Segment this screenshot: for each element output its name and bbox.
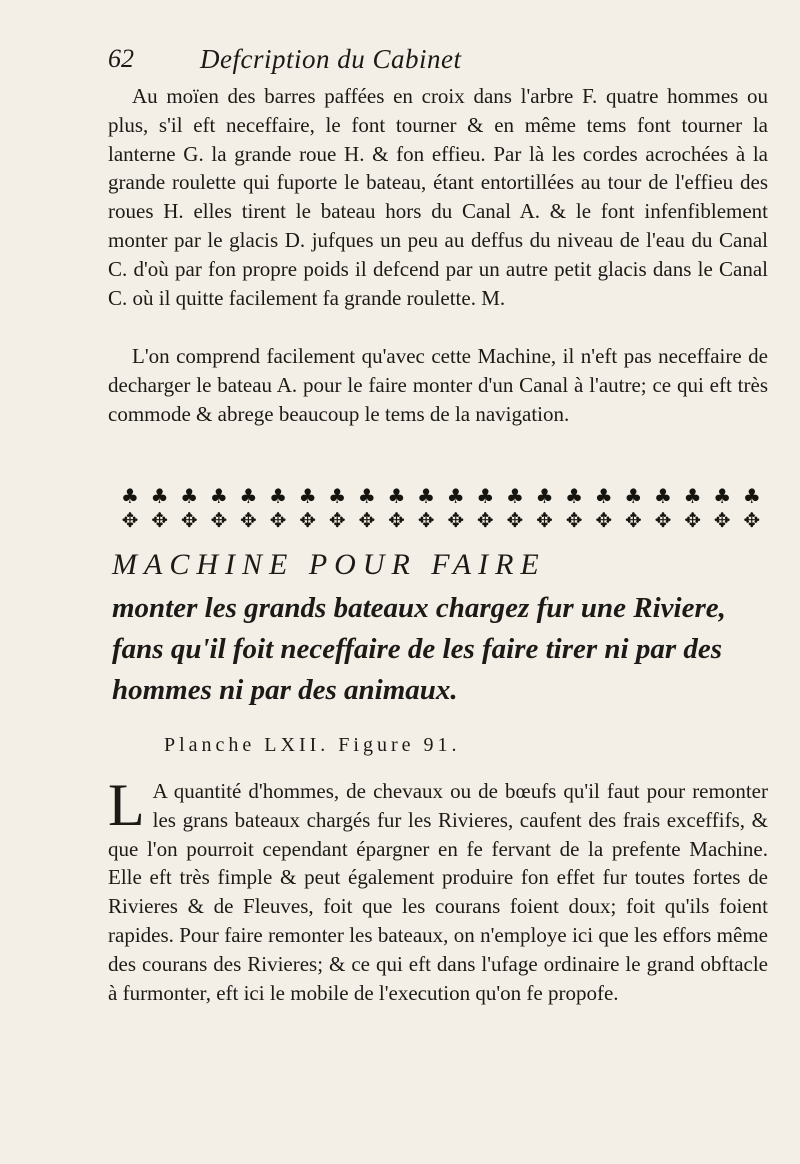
fleuron-row-bottom xyxy=(116,508,766,532)
fleuron-bottom-icon: ✥ xyxy=(417,508,435,532)
page-number: 62 xyxy=(108,44,134,73)
fleuron-top-icon: ♣ xyxy=(683,484,702,508)
running-head xyxy=(108,44,718,84)
fleuron-bottom-icon: ✥ xyxy=(269,508,287,532)
fleuron-bottom-icon: ✥ xyxy=(358,508,376,532)
fleuron-top-icon: ♣ xyxy=(476,484,495,508)
fleuron-bottom-icon: ✥ xyxy=(684,508,701,532)
fleuron-top-icon: ♣ xyxy=(565,484,584,508)
fleuron-top-icon: ♣ xyxy=(387,484,406,508)
fleuron-top-icon: ♣ xyxy=(328,484,347,508)
fleuron-top-icon: ♣ xyxy=(417,484,436,508)
fleuron-ornament-band xyxy=(116,484,766,536)
fleuron-bottom-icon: ✥ xyxy=(654,508,672,532)
fleuron-row-top xyxy=(116,484,766,508)
plate-figure-reference: Planche LXII. Figure 91. xyxy=(164,734,461,756)
fleuron-bottom-icon: ✥ xyxy=(447,508,465,532)
fleuron-top-icon: ♣ xyxy=(654,484,672,508)
section-subtitle: monter les grands bateaux chargez fur une Riviere, fans qu'il foit neceffaire de les faire tirer ni par des hommes ni par des animaux. xyxy=(112,592,726,706)
fleuron-bottom-icon: ✥ xyxy=(536,508,553,532)
fleuron-bottom-icon: ✥ xyxy=(299,508,317,532)
fleuron-bottom-icon: ✥ xyxy=(713,508,731,532)
fleuron-bottom-icon: ✥ xyxy=(240,508,257,532)
fleuron-top-icon: ♣ xyxy=(180,484,199,508)
fleuron-top-icon: ♣ xyxy=(742,484,761,508)
fleuron-bottom-icon: ✥ xyxy=(506,508,524,532)
paragraph-machine-operation: Au moïen des barres paffées en croix dans l'arbre F. quatre hommes ou plus, s'il eft neceffaire, le font tourner & en même tems font tourner la lanterne G. la grande roue H. & fon effieu. Par là les cordes acrochées à la grande roulette qui fuporte le bateau, étant entortillées au tour de l'effieu des roues H. elles tirent le bateau hors du Canal A. & le font infenfiblement monter par le glacis D. jufques un peu au deffus du niveau de l'eau du Canal C. d'où par fon propre poids il defcend par un autre petit glacis dans le Canal C. où il quitte facilement fa grande roulette. M. xyxy=(108,84,768,310)
fleuron-top-icon: ♣ xyxy=(713,484,732,508)
fleuron-top-icon: ♣ xyxy=(624,484,643,508)
fleuron-top-icon: ♣ xyxy=(298,484,317,508)
section-title: MACHINE POUR FAIRE xyxy=(112,548,546,581)
fleuron-bottom-icon: ✥ xyxy=(121,508,139,532)
fleuron-bottom-icon: ✥ xyxy=(565,508,583,532)
section-body xyxy=(108,772,768,1007)
fleuron-top-icon: ♣ xyxy=(594,484,613,508)
fleuron-bottom-icon: ✥ xyxy=(180,508,198,532)
fleuron-bottom-icon: ✥ xyxy=(476,508,494,532)
fleuron-top-icon: ♣ xyxy=(121,484,139,508)
running-title: Defcription du Cabinet xyxy=(200,44,462,74)
section-body-text: A quantité d'hommes, de chevaux ou de bœufs qu'il faut pour remonter les grans bateaux chargés fur les Rivieres, caufent des frais exceffifs, & que l'on pourroit cependant épargner en fe fervant de la prefente Machine. Elle eft très fimple & peut également produire fon effet fur toutes fortes de Rivieres & de Fleuves, foit que les courans foient doux; foit qu'ils foient rapides. Pour faire remonter les bateaux, on n'employe ici que les effors même des courans des Rivieres; & ce qui eft dans l'ufage ordinaire le grand obftacle à furmonter, eft ici le mobile de l'execution qu'on fe propofe. xyxy=(108,779,768,1005)
fleuron-top-icon: ♣ xyxy=(150,484,169,508)
fleuron-bottom-icon: ✥ xyxy=(328,508,346,532)
fleuron-top-icon: ♣ xyxy=(209,484,228,508)
fleuron-top-icon: ♣ xyxy=(505,484,524,508)
fleuron-bottom-icon: ✥ xyxy=(624,508,642,532)
paragraph-machine-advantage: L'on comprend facilement qu'avec cette Machine, il n'eft pas neceffaire de decharger le bateau A. pour le faire monter d'un Canal à l'autre; ce qui eft très commode & abrege beaucoup le tems de la navigation. xyxy=(108,344,768,426)
fleuron-top-icon: ♣ xyxy=(535,484,554,508)
fleuron-top-icon: ♣ xyxy=(239,484,258,508)
fleuron-bottom-icon: ✥ xyxy=(210,508,228,532)
fleuron-bottom-icon: ✥ xyxy=(743,508,761,532)
fleuron-top-icon: ♣ xyxy=(357,484,376,508)
fleuron-bottom-icon: ✥ xyxy=(388,508,405,532)
fleuron-bottom-icon: ✥ xyxy=(595,508,613,532)
fleuron-top-icon: ♣ xyxy=(269,484,288,508)
drop-cap: L xyxy=(108,772,145,838)
fleuron-top-icon: ♣ xyxy=(446,484,465,508)
fleuron-bottom-icon: ✥ xyxy=(151,508,168,532)
